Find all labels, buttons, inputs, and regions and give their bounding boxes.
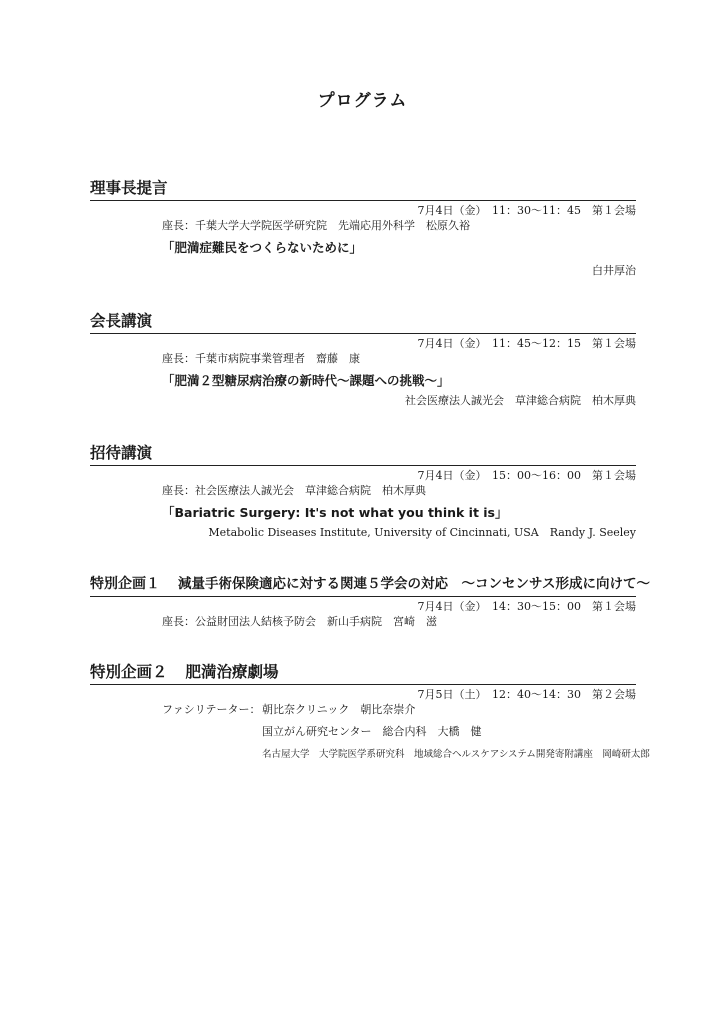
speaker: 白井厚治 xyxy=(592,264,636,277)
section-invited-lecture xyxy=(90,443,636,540)
lecture-title: 「肥満症難民をつくらないために」 xyxy=(162,240,363,255)
facilitator-label: ファシリテーター： xyxy=(162,703,261,716)
facilitator: 朝比奈クリニック 朝比奈崇介 xyxy=(262,703,416,716)
section-special-program-1 xyxy=(90,574,650,629)
facilitator-row xyxy=(162,724,636,739)
section-title-label: 特別企画１ xyxy=(90,576,160,592)
section-title xyxy=(90,574,650,597)
section-title: 会長講演 xyxy=(90,311,636,334)
lecture-title: 「Bariatric Surgery: It's not what you think it is」 xyxy=(162,505,508,520)
session-chair: 座長：社会医療法人誠光会 草津総合病院 柏木厚典 xyxy=(162,484,426,497)
session-chair: 座長：千葉大学大学院医学研究院 先端応用外科学 松原久裕 xyxy=(162,219,470,232)
session-chair: 座長：公益財団法人結核予防会 新山手病院 宮崎 滋 xyxy=(162,615,437,628)
session-datetime-venue: 7月5日（土） 12：40～14：30 第２会場 xyxy=(417,688,636,701)
facilitator-list xyxy=(162,702,650,762)
facilitator: 国立がん研究センター 総合内科 大橋 健 xyxy=(262,725,482,738)
section-chairman-proposal xyxy=(90,178,636,278)
section-subtitle: 減量手術保険適応に対する関連５学会の対応 ～コンセンサス形成に向けて～ xyxy=(178,576,650,592)
session-chair: 座長：千葉市病院事業管理者 齋藤 康 xyxy=(162,352,360,365)
session-datetime-venue: 7月4日（金） 11：30～11：45 第１会場 xyxy=(417,204,636,217)
session-datetime-venue: 7月4日（金） 11：45～12：15 第１会場 xyxy=(417,337,636,350)
facilitator-row xyxy=(162,746,650,762)
section-president-lecture xyxy=(90,311,636,408)
section-title xyxy=(90,662,636,685)
facilitator: 名古屋大学 大学院医学系研究科 地域総合ヘルスケアシステム開発寄附講座 岡崎研太郎 xyxy=(262,749,650,760)
speaker: Metabolic Diseases Institute, University of Cincinnati, USA Randy J. Seeley xyxy=(208,526,636,539)
section-title-label: 特別企画２ xyxy=(90,663,168,681)
session-datetime-venue: 7月4日（金） 14：30～15：00 第１会場 xyxy=(417,600,636,613)
lecture-title: 「肥満２型糖尿病治療の新時代～課題への挑戦～」 xyxy=(162,373,450,388)
section-title: 招待講演 xyxy=(90,443,636,466)
session-datetime-venue: 7月4日（金） 15：00～16：00 第１会場 xyxy=(417,469,636,482)
section-special-program-2 xyxy=(90,662,650,769)
page-title: プログラム xyxy=(317,91,408,111)
section-title: 理事長提言 xyxy=(90,178,636,201)
speaker: 社会医療法人誠光会 草津総合病院 柏木厚典 xyxy=(405,394,636,407)
facilitator-row xyxy=(162,702,636,717)
section-subtitle: 肥満治療劇場 xyxy=(185,663,279,681)
